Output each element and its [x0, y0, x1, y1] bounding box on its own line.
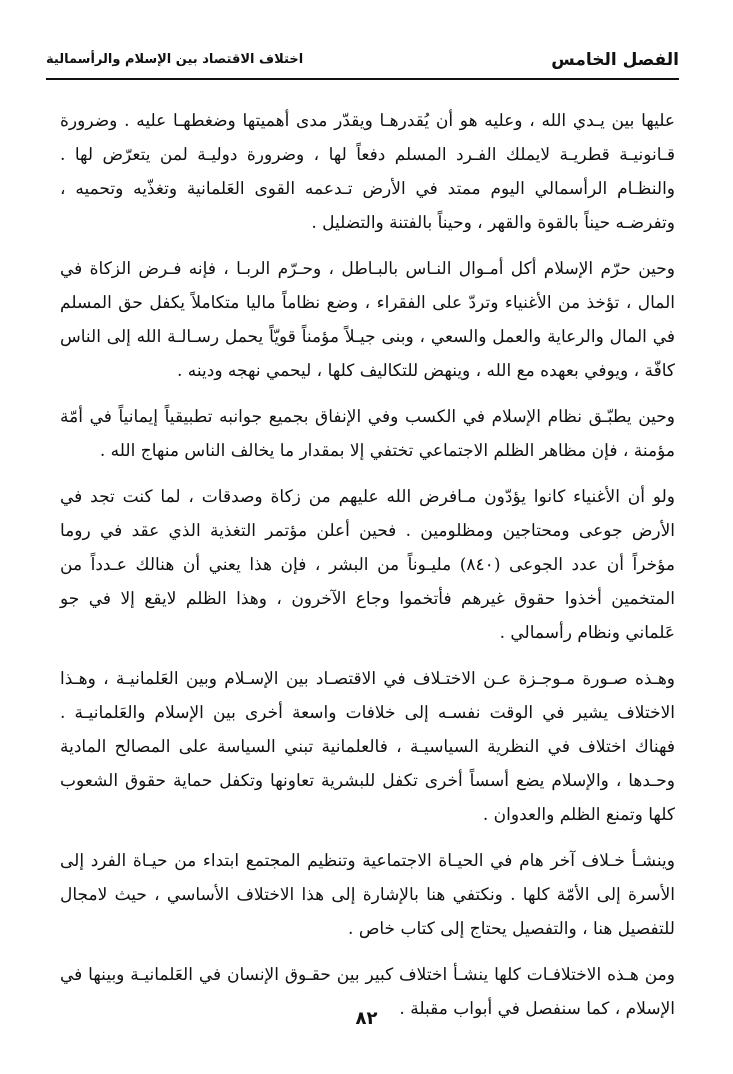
paragraph: عليها بين يـدي الله ، وعليه هو أن يُقدرهـا ويقدّر مدى أهميتها وضغطهـا عليه . وضرورة قـانونيـة قطريـة لايملك الفـرد المسلم دفعاً لها ، وضرورة دوليـة لمن يتعرّض لها . والنظـام الرأسمالي اليوم ممتد في الأرض تـدعمه القوى العَلمانية وتغذّيه وتحميه ، وتفرضـه حيناً بالقوة والقهر ، وحيناً بالفتنة والتضليل . — [60, 111, 675, 233]
header-rule — [46, 78, 679, 80]
page-number: ٨٢ — [355, 1008, 378, 1029]
running-header — [46, 42, 679, 82]
body-text — [60, 104, 675, 1038]
paragraph: وحين حرّم الإسلام أكل أمـوال النـاس بالبـاطل ، وحـرّم الربـا ، فإنه فـرض الزكاة في المال ، تؤخذ من الأغنياء وتردّ على الفقراء ، وضع نظاماً ماليا متكاملاً يكفل حق المسلم في المال والرعاية والعمل والسعي ، وبنى جيـلاً مؤمناً قويّاً يحمل رسـالـة الله إلى الناس كافّة ، ويوفي بعهده مع الله ، وينهض للتكاليف كلها ، ليحمي نهجه ودينه . — [60, 259, 675, 381]
paragraph: ومن هـذه الاختلافـات كلها ينشـأ اختلاف كبير بين حقـوق الإنسان في العَلمانيـة وبينها في الإسلام ، كما سنفصل في أبواب مقبلة . — [60, 965, 675, 1019]
paragraph: وحين يطبّـق نظام الإسلام في الكسب وفي الإنفاق بجميع جوانبه تطبيقياً إيمانياً في أمّة مؤمنة ، فإن مظاهر الظلم الاجتماعي تختفي إلا بمقدار ما يخالف الناس منهاج الله . — [60, 407, 675, 461]
paragraph: وينشـأ خـلاف آخر هام في الحيـاة الاجتماعية وتنظيم المجتمع ابتداء من حيـاة الفرد إلى الأسرة إلى الأمّة كلها . ونكتفي هنا بالإشارة إلى هذا الاختلاف الأساسي ، حيث لامجال للتفصيل هنا ، والتفصيل يحتاج إلى كتاب خاص . — [60, 851, 675, 939]
section-title: اختلاف الاقتصاد بين الإسلام والرأسمالية — [46, 52, 304, 67]
paragraph: وهـذه صـورة مـوجـزة عـن الاختـلاف في الاقتصـاد بين الإسـلام وبين العَلمانيـة ، وهـذا الاختلاف يشير في الوقت نفسـه إلى خلافات واسعة أخرى بين الإسلام والعَلمانيـة . فهناك اختلاف في النظرية السياسيـة ، فالعلمانية تبني السياسة على المصالح المادية وحـدها ، والإسلام يضع أسساً أخرى تكفل للبشرية تعاونها وتكفل حماية حقوق الشعوب كلها وتمنع الظلم والعدوان . — [60, 669, 675, 825]
paragraph: ولو أن الأغنياء كانوا يؤدّون مـافرض الله عليهم من زكاة وصدقات ، لما كنت تجد في الأرض جوعى ومحتاجين ومظلومين . فحين أعلن مؤتمر التغذية الذي عقد في روما مؤخراً أن عدد الجوعى (٨٤٠) مليـوناً من البشر ، فإن هذا يعني أن هنالك عـدداً من المتخمين أخذوا حقوق غيرهم فأتخموا وجاع الآخرون ، وهذا الظلم لايقع إلا في جو عَلماني ونظام رأسمالي . — [60, 487, 676, 643]
chapter-title: الفصل الخامس — [551, 50, 679, 70]
